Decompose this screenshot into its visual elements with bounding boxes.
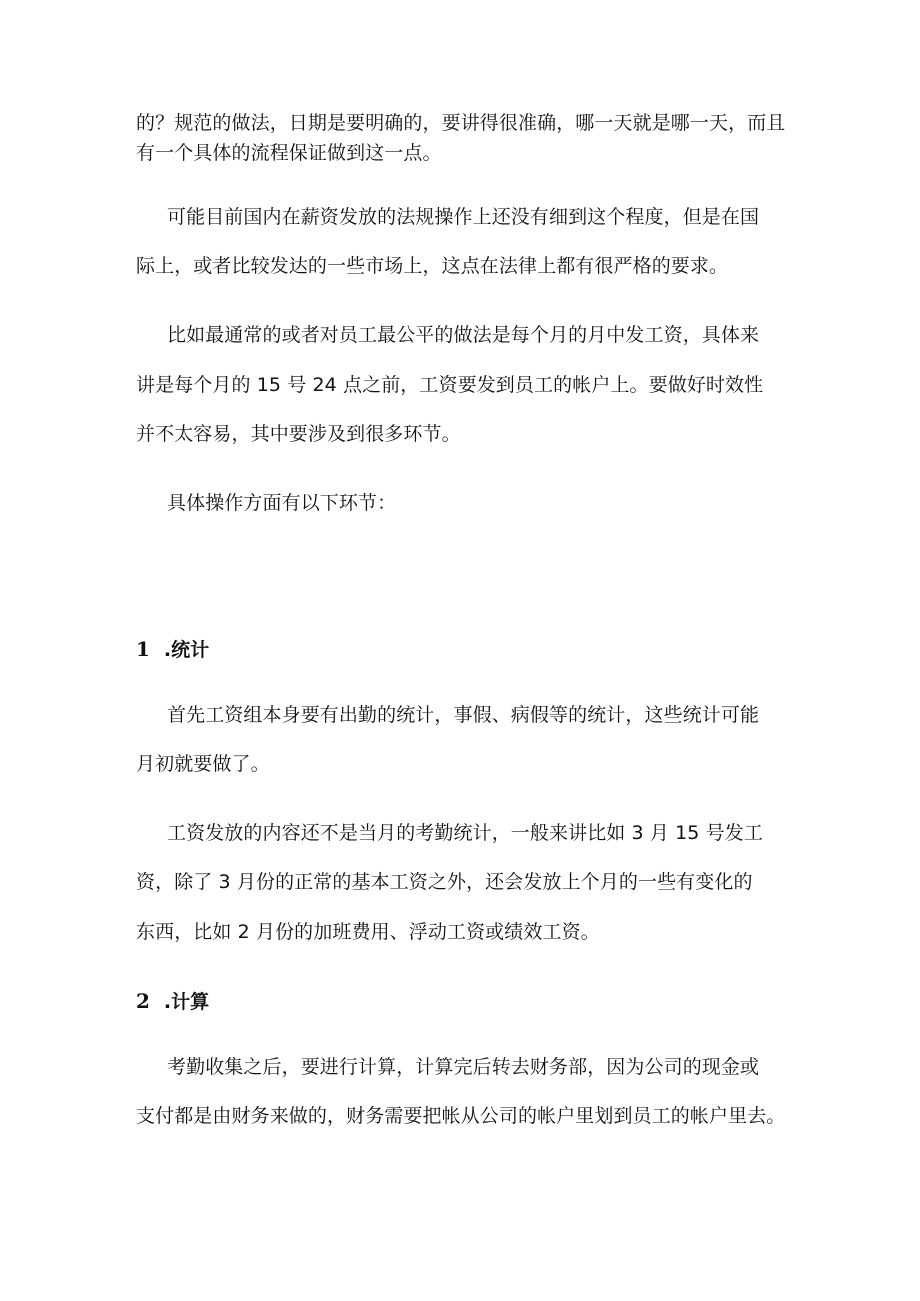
paragraph-line: 可能目前国内在薪资发放的法规操作上还没有细到这个程度，但是在国 <box>167 206 760 228</box>
paragraph-line: 支付都是由财务来做的，财务需要把帐从公司的帐户里划到员工的帐户里去。 <box>136 1105 786 1127</box>
paragraph-line: 东西，比如 2 月份的加班费用、浮动工资或绩效工资。 <box>136 921 600 943</box>
paragraph-line: 首先工资组本身要有出勤的统计，事假、病假等的统计，这些统计可能 <box>167 704 760 726</box>
paragraph-line: 具体操作方面有以下环节： <box>167 492 397 514</box>
section-title: .计算 <box>163 991 210 1013</box>
section-heading <box>136 989 209 1014</box>
paragraph-line: 考勤收集之后，要进行计算，计算完后转去财务部，因为公司的现金或 <box>167 1056 760 1078</box>
paragraph-line: 并不太容易，其中要涉及到很多环节。 <box>136 423 461 445</box>
paragraph-line: 际上，或者比较发达的一些市场上，这点在法律上都有很严格的要求。 <box>136 255 729 277</box>
section-number: 1 <box>136 637 150 661</box>
section-title: .统计 <box>163 639 210 661</box>
paragraph-line: 的？规范的做法，日期是要明确的，要讲得很准确，哪一天就是哪一天，而且 <box>136 112 786 134</box>
paragraph-line: 月初就要做了。 <box>136 753 270 775</box>
section-heading <box>136 637 209 662</box>
paragraph-line: 资，除了 3 月份的正常的基本工资之外，还会发放上个月的一些有变化的 <box>136 871 753 893</box>
paragraph-line: 有一个具体的流程保证做到这一点。 <box>136 142 442 164</box>
section-number: 2 <box>136 989 150 1013</box>
paragraph-line: 比如最通常的或者对员工最公平的做法是每个月的月中发工资，具体来 <box>167 324 760 346</box>
paragraph-line: 讲是每个月的 15 号 24 点之前，工资要发到员工的帐户上。要做好时效性 <box>136 374 764 396</box>
paragraph-line: 工资发放的内容还不是当月的考勤统计，一般来讲比如 3 月 15 号发工 <box>167 822 763 844</box>
